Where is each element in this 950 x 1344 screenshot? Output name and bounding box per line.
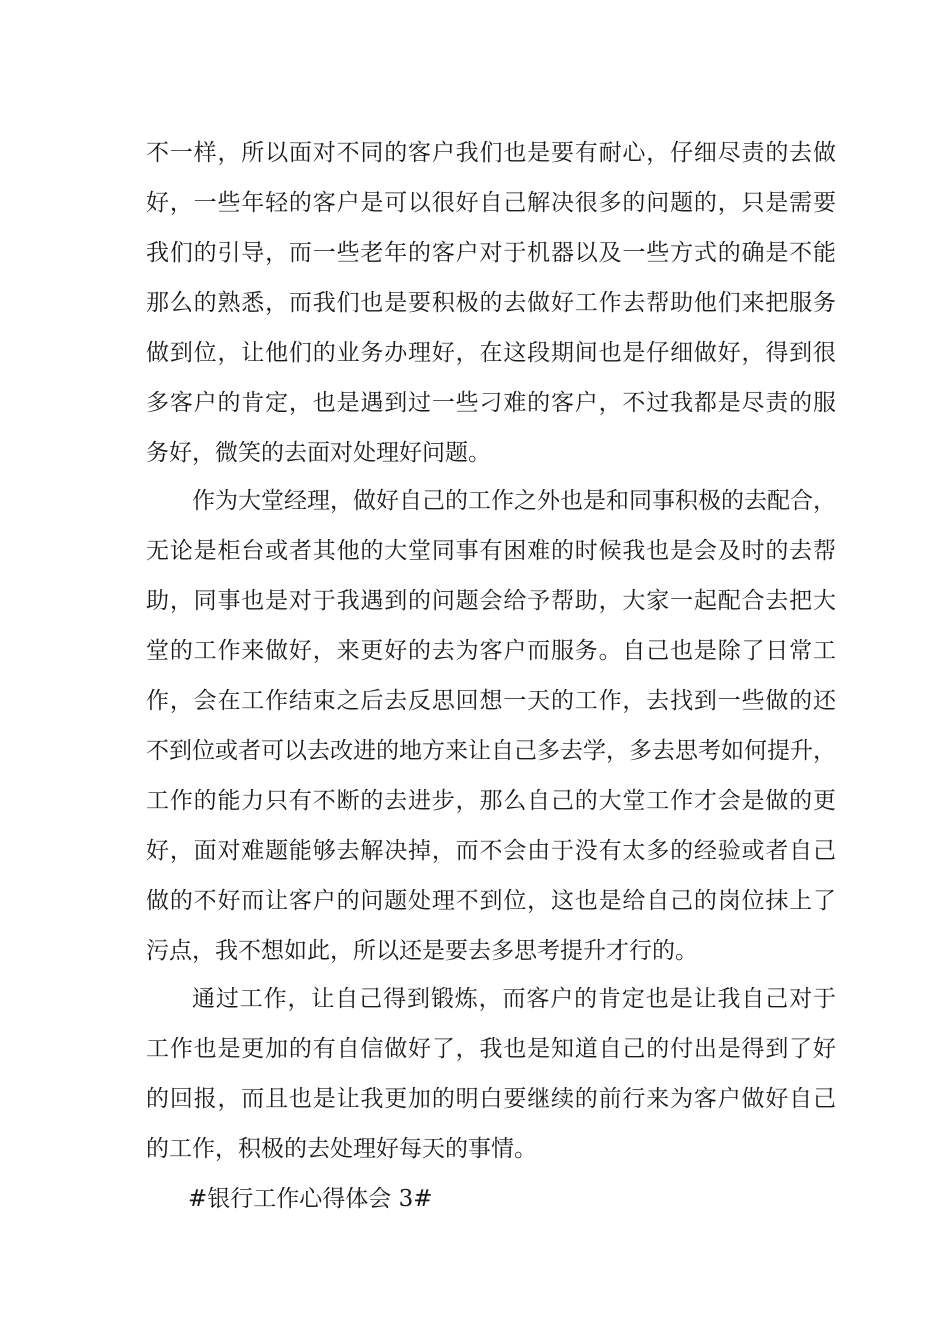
paragraph-2-line-6: 不到位或者可以去改进的地方来让自己多去学，多去思考如何提升， (146, 738, 836, 764)
paragraph-1-line-6: 多客户的肯定，也是遇到过一些刁难的客户，不过我都是尽责的服 (146, 390, 836, 416)
paragraph-2-line-4: 堂的工作来做好，来更好的去为客户而服务。自己也是除了日常工 (146, 638, 836, 664)
paragraph-1-line-1: 不一样，所以面对不同的客户我们也是要有耐心，仔细尽责的去做 (146, 140, 836, 166)
paragraph-1-line-4: 那么的熟悉，而我们也是要积极的去做好工作去帮助他们来把服务 (146, 290, 836, 316)
paragraph-2-line-1: 作为大堂经理，做好自己的工作之外也是和同事积极的去配合， (192, 488, 836, 514)
paragraph-2-line-3: 助，同事也是对于我遇到的问题会给予帮助，大家一起配合去把大 (146, 588, 836, 614)
paragraph-3-line-1: 通过工作，让自己得到锻炼，而客户的肯定也是让我自己对于 (192, 986, 836, 1012)
paragraph-2-line-10: 污点，我不想如此，所以还是要去多思考提升才行的。 (146, 938, 698, 964)
paragraph-1-line-7: 务好，微笑的去面对处理好问题。 (146, 440, 491, 466)
paragraph-1-line-2: 好，一些年轻的客户是可以很好自己解决很多的问题的，只是需要 (146, 190, 836, 216)
section-heading: #银行工作心得体会 3# (188, 1186, 433, 1212)
paragraph-2-line-5: 作，会在工作结束之后去反思回想一天的工作，去找到一些做的还 (146, 688, 836, 714)
paragraph-3-line-2: 工作也是更加的有自信做好了，我也是知道自己的付出是得到了好 (146, 1036, 836, 1062)
paragraph-1-line-5: 做到位，让他们的业务办理好，在这段期间也是仔细做好，得到很 (146, 340, 836, 366)
paragraph-2-line-8: 好，面对难题能够去解决掉，而不会由于没有太多的经验或者自己 (146, 838, 836, 864)
paragraph-2-line-2: 无论是柜台或者其他的大堂同事有困难的时候我也是会及时的去帮 (146, 538, 836, 564)
paragraph-3-line-3: 的回报，而且也是让我更加的明白要继续的前行来为客户做好自己 (146, 1086, 836, 1112)
paragraph-2-line-7: 工作的能力只有不断的去进步，那么自己的大堂工作才会是做的更 (146, 788, 836, 814)
paragraph-3-line-4: 的工作，积极的去处理好每天的事情。 (146, 1136, 537, 1162)
paragraph-2-line-9: 做的不好而让客户的问题处理不到位，这也是给自己的岗位抹上了 (146, 888, 836, 914)
paragraph-1-line-3: 我们的引导，而一些老年的客户对于机器以及一些方式的确是不能 (146, 240, 836, 266)
